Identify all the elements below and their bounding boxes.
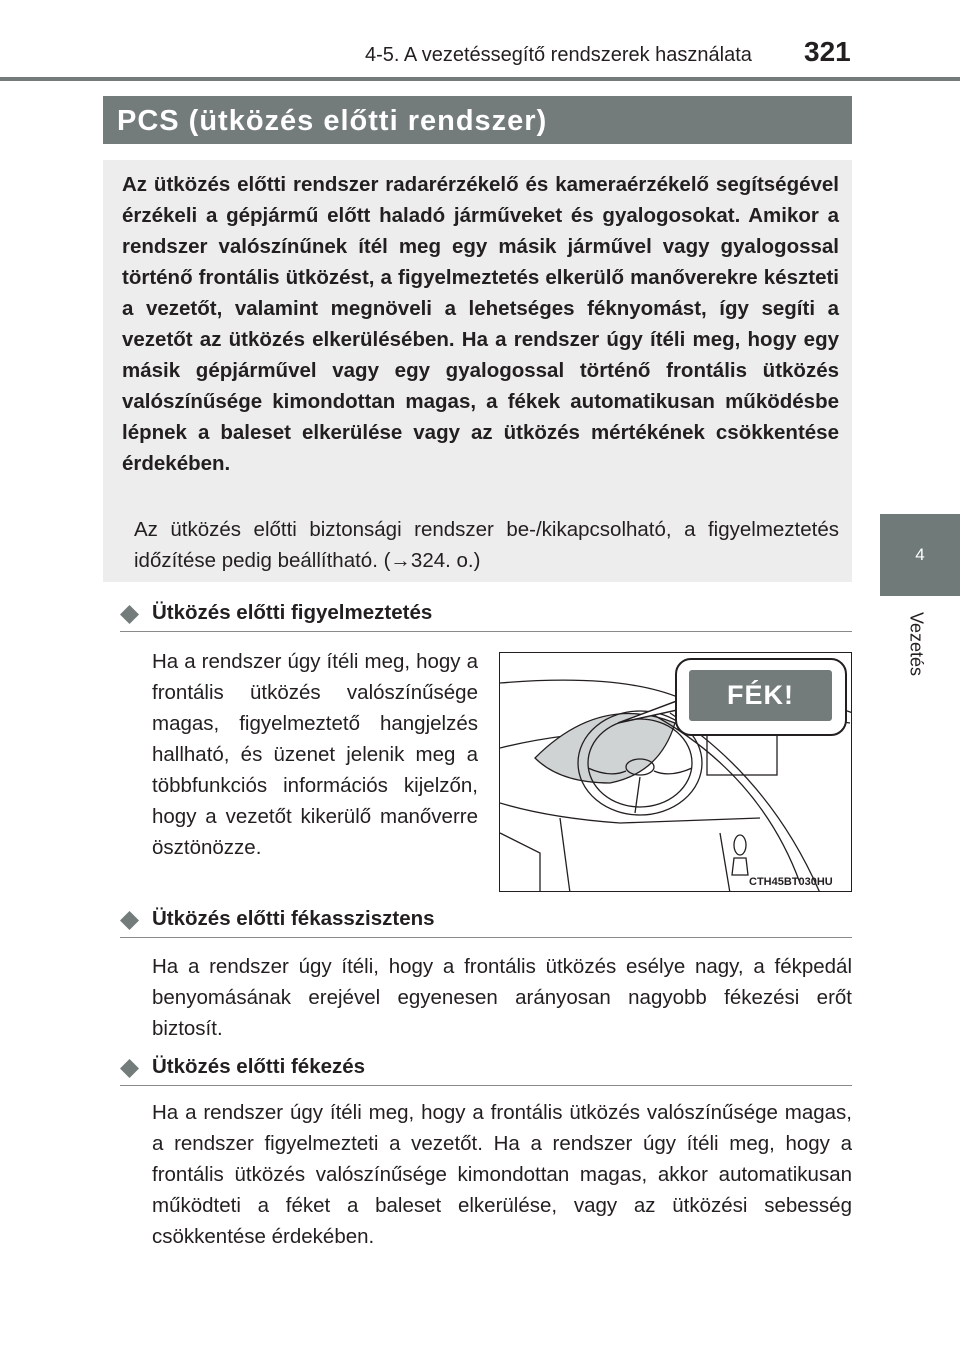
diamond-bullet-icon xyxy=(120,1059,139,1078)
brake-warning-display: FÉK! xyxy=(689,670,832,721)
chapter-side-label xyxy=(896,604,936,684)
intro-box xyxy=(103,160,852,582)
subheading-braking xyxy=(120,1052,852,1086)
subheading-braking-text: Ütközés előtti fékezés xyxy=(152,1055,366,1078)
diamond-bullet-icon xyxy=(120,605,139,624)
subheading-warning xyxy=(120,598,852,632)
intro-note-paragraph: Az ütközés előtti biztonsági rendszer be-/kikapcsolható, a figyelmeztetés időzítése pedig beállítható. (→324. o.) xyxy=(134,518,839,572)
section-title: PCS (ütközés előtti rendszer) xyxy=(117,105,548,137)
running-header-title: 4-5. A vezetéssegítő rendszerek használata xyxy=(365,44,752,66)
subheading-brake-assist xyxy=(120,904,852,938)
section-title-bar xyxy=(103,96,852,144)
diamond-bullet-icon xyxy=(120,911,139,930)
warning-paragraph: Ha a rendszer úgy ítéli meg, hogy a frontális ütközés valószínűsége magas, figyelmeztető hangjelzés hallható, és üzenet jelenik meg a többfunkciós információs kijelzőn, hogy a vezetőt kikerülő manőverre ösztönözze. xyxy=(152,650,478,859)
braking-paragraph: Ha a rendszer úgy ítéli meg, hogy a frontális ütközés valószínűsége magas, a rendszer figyelmezteti a vezetőt. Ha a rendszer úgy ítéli meg, hogy a frontális ütközés valószínűsége kimondottan magas, akkor automatikusan működteti a féket a baleset elkerülése, vagy az ütközési sebesség csökkentése érdekében. xyxy=(152,1101,852,1248)
subheading-brake-assist-text: Ütközés előtti fékasszisztens xyxy=(152,907,435,930)
chapter-side-label-text: Vezetés xyxy=(906,611,927,677)
brake-assist-paragraph: Ha a rendszer úgy ítéli, hogy a frontális ütközés esélye nagy, a fékpedál benyomásának erejével egyenesen arányosan nagyobb fékezési erőt biztosít. xyxy=(152,955,852,1040)
header-divider xyxy=(0,77,960,81)
chapter-tab: 4 xyxy=(880,514,960,596)
subheading-warning-text: Ütközés előtti figyelmeztetés xyxy=(152,601,433,624)
page-number: 321 xyxy=(804,36,851,67)
intro-bold-paragraph: Az ütközés előtti rendszer radarérzékelő és kameraérzékelő segítségével érzékeli a gépjármű előtt haladó járműveket és gyalogosokat. Amikor a rendszer valószínűnek ítél meg egy másik járművel vagy gyalogossal történő frontális ütközést, a figyelmeztetés elkerülő manőverekre készteti a vezetőt, valamint megnöveli a lehetséges féknyomást, így segíti a vezetőt az ütközés elkerülésében. Ha a rendszer úgy ítéli meg, hogy egy másik gépjárművel vagy egy gyalogossal történő frontális ütközés valószínűsége kimondottan magas, a fékek automatikusan működésbe lépnek a baleset elkerülése vagy az ütközés mértékének csökkentése érdekében. xyxy=(122,173,839,475)
figure-code: CTH45BT030HU xyxy=(749,876,833,888)
